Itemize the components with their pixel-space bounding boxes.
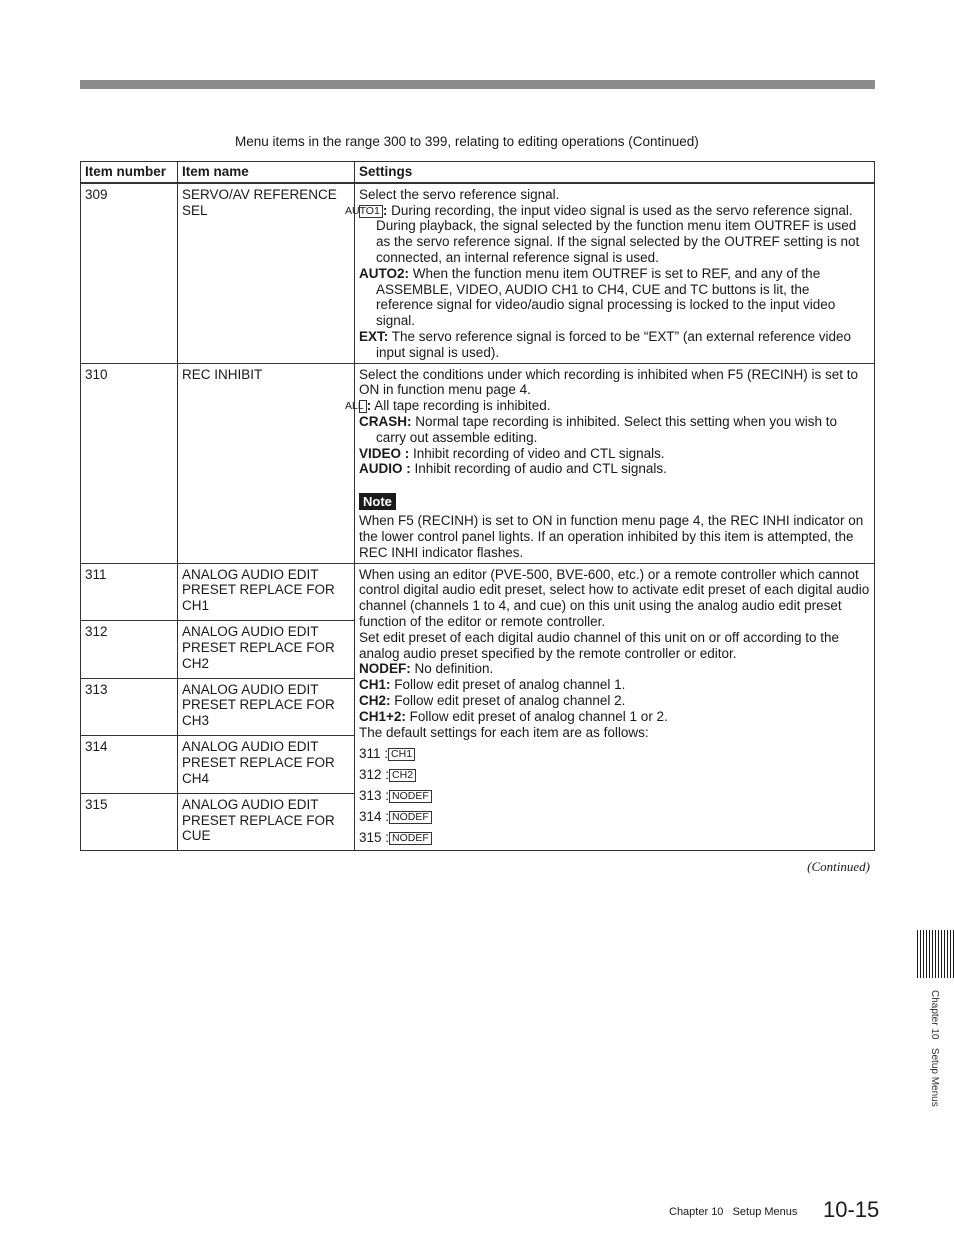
default-item: 314 : NODEF: [359, 806, 870, 827]
setting-option: EXT: The servo reference signal is forced to be “EXT” (an external reference video input signal is used).: [359, 328, 851, 360]
note-badge: Note: [359, 493, 396, 510]
item-name: ANALOG AUDIO EDIT PRESET REPLACE FOR CH1: [178, 563, 355, 621]
setting-option: CRASH: Normal tape recording is inhibited. Select this setting when you wish to carry out assemble editing.: [359, 413, 837, 445]
item-name: ANALOG AUDIO EDIT PRESET REPLACE FOR CH4: [178, 736, 355, 794]
setting-option: ALL : All tape recording is inhibited.: [345, 398, 551, 414]
setting-option: CH2: Follow edit preset of analog channel 2.: [359, 692, 626, 708]
settings-intro: When using an editor (PVE-500, BVE-600, etc.) or a remote controller which cannot control digital audio edit preset, select how to activate edit preset of each digital audio channel (channels 1 to 4, and cue) on this unit using the analog audio edit preset function of the editor or remote controller.: [359, 566, 870, 629]
item-name: ANALOG AUDIO EDIT PRESET REPLACE FOR CH2: [178, 621, 355, 679]
note-text: When F5 (RECINH) is set to ON in function menu page 4, the REC INHI indicator on the lower control panel lights. If an operation inhibited by this item is attempted, the REC INHI indicator flashes.: [359, 513, 864, 560]
item-settings: [345, 183, 875, 363]
footer-chapter: Chapter 10 Setup Menus: [669, 1206, 798, 1218]
item-number: 311: [81, 563, 178, 621]
item-number: 309: [81, 183, 178, 363]
item-name: ANALOG AUDIO EDIT PRESET REPLACE FOR CH3: [178, 678, 355, 736]
key-label: CH1: [388, 748, 415, 761]
settings-intro: Set edit preset of each digital audio channel of this unit on or off according to the analog audio preset specified by the remote controller or editor.: [359, 629, 840, 661]
header-rule: [80, 80, 875, 89]
item-number: 314: [81, 736, 178, 794]
key-label: NODEF: [389, 832, 432, 845]
table-row: [81, 563, 875, 621]
table-row: [81, 183, 875, 363]
setting-option: NODEF: No definition.: [359, 661, 494, 677]
chapter-thumb-tab: [917, 930, 954, 978]
default-item: 315 : NODEF: [359, 827, 870, 848]
default-item: 312 : CH2: [359, 764, 870, 785]
setting-option: CH1: Follow edit preset of analog channel 1.: [359, 677, 626, 693]
setting-option: AUDIO : Inhibit recording of audio and CTL signals.: [359, 461, 667, 477]
key-label: AUTO1: [359, 205, 383, 218]
settings-intro: Select the conditions under which recording is inhibited when F5 (RECINH) is set to ON in function menu page 4.: [359, 366, 858, 398]
header-item-name: Item name: [178, 162, 355, 183]
item-name: REC INHIBIT: [178, 363, 355, 563]
item-number: 315: [81, 793, 178, 851]
item-name: SERVO/AV REFERENCE SEL: [178, 183, 355, 363]
default-item: 311 : CH1: [359, 743, 870, 764]
item-settings: [355, 563, 875, 851]
item-name: ANALOG AUDIO EDIT PRESET REPLACE FOR CUE: [178, 793, 355, 851]
settings-intro: Select the servo reference signal.: [359, 186, 560, 202]
header-settings: Settings: [355, 162, 875, 183]
side-chapter-label: Chapter 10 Setup Menus: [929, 990, 940, 1107]
setting-option: VIDEO : Inhibit recording of video and CTL signals.: [359, 445, 665, 461]
item-number: 310: [81, 363, 178, 563]
defaults-intro: The default settings for each item are as follows:: [359, 724, 649, 740]
setting-option: CH1+2: Follow edit preset of analog channel 1 or 2.: [359, 708, 668, 724]
continued-label: (Continued): [807, 859, 870, 874]
defaults-list: [359, 743, 870, 848]
table-header-row: [81, 162, 875, 183]
item-number: 313: [81, 678, 178, 736]
key-label: NODEF: [389, 811, 432, 824]
item-settings: [345, 363, 875, 563]
setting-option: AUTO2: When the function menu item OUTREF is set to REF, and any of the ASSEMBLE, VIDEO, AUDIO CH1 to CH4, CUE and TC buttons is lit, the reference signal for video/audio signal processing is locked to the input video signal.: [359, 265, 836, 329]
key-label: ALL: [359, 400, 367, 413]
setting-option: AUTO1 : During recording, the input video signal is used as the servo reference signal. During playback, the signal selected by the function menu item OUTREF is used as the servo reference signal. If the signal selected by the OUTREF setting is not connected, an internal reference signal is used.: [345, 202, 860, 265]
table-caption: Menu items in the range 300 to 399, relating to editing operations (Continued): [235, 134, 699, 149]
table-row: [81, 363, 875, 563]
key-label: CH2: [389, 769, 416, 782]
menu-items-table: [80, 161, 875, 851]
item-number: 312: [81, 621, 178, 679]
default-item: 313 : NODEF: [359, 785, 870, 806]
page-number: 10-15: [823, 1197, 880, 1222]
key-label: NODEF: [389, 790, 432, 803]
header-item-number: Item number: [81, 162, 178, 183]
